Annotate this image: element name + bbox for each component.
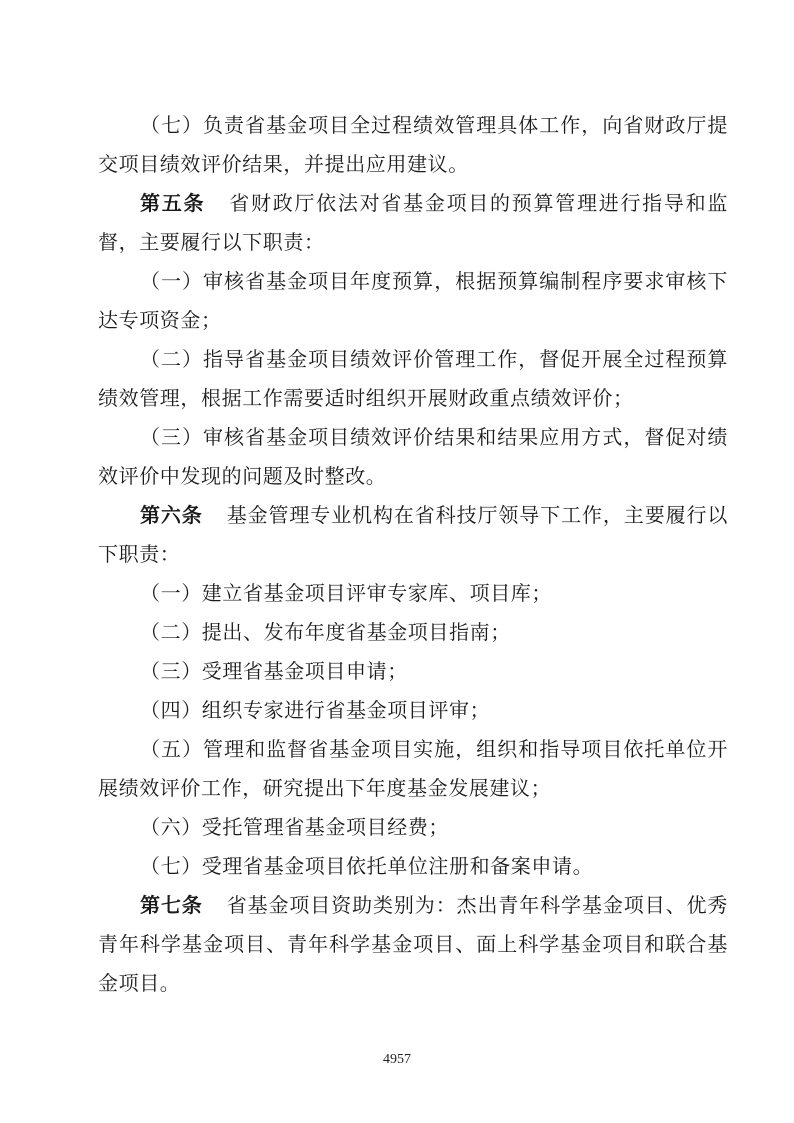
article-label: 第六条 — [140, 503, 203, 527]
article-5-item-3 — [98, 418, 728, 496]
article-label: 第七条 — [140, 893, 203, 917]
paragraph-text: （一）建立省基金项目评审专家库、项目库； — [140, 581, 552, 605]
paragraph-text: （七）负责省基金项目全过程绩效管理具体工作，向省财政厅提交项目绩效评价结果，并提出应用建议。 — [98, 113, 728, 176]
article-5-item-2 — [98, 340, 728, 418]
paragraph-text: （三）受理省基金项目申请； — [140, 659, 408, 683]
article-5-item-1 — [98, 262, 728, 340]
article-6-item-2 — [98, 613, 728, 652]
paragraph-text: （三）审核省基金项目绩效评价结果和结果应用方式，督促对绩效评价中发现的问题及时整改。 — [98, 425, 728, 488]
article-label: 第五条 — [140, 191, 206, 215]
article-6-item-7 — [98, 847, 728, 886]
paragraph-text: 省财政厅依法对省基金项目的预算管理进行指导和监督，主要履行以下职责： — [98, 191, 728, 254]
page-number: 4957 — [383, 1052, 411, 1067]
paragraph-text: 基金管理专业机构在省科技厅领导下工作，主要履行以下职责： — [98, 503, 728, 566]
article-6 — [98, 496, 728, 574]
paragraph-text: 省基金项目资助类别为：杰出青年科学基金项目、优秀青年科学基金项目、青年科学基金项目、面上科学基金项目和联合基金项目。 — [98, 893, 728, 995]
article-6-item-3 — [98, 652, 728, 691]
paragraph-1 — [98, 106, 728, 184]
document-body — [98, 106, 728, 1003]
paragraph-text: （一）审核省基金项目年度预算，根据预算编制程序要求审核下达专项资金； — [98, 269, 728, 332]
paragraph-text: （四）组织专家进行省基金项目评审； — [140, 698, 491, 722]
paragraph-text: （二）提出、发布年度省基金项目指南； — [140, 620, 511, 644]
article-6-item-6 — [98, 808, 728, 847]
paragraph-text: （六）受托管理省基金项目经费； — [140, 815, 449, 839]
article-6-item-1 — [98, 574, 728, 613]
article-6-item-4 — [98, 691, 728, 730]
article-7 — [98, 886, 728, 1003]
paragraph-text: （五）管理和监督省基金项目实施，组织和指导项目依托单位开展绩效评价工作，研究提出下年度基金发展建议； — [98, 737, 728, 800]
paragraph-text: （七）受理省基金项目依托单位注册和备案申请。 — [140, 854, 594, 878]
article-5 — [98, 184, 728, 262]
article-6-item-5 — [98, 730, 728, 808]
paragraph-text: （二）指导省基金项目绩效评价管理工作，督促开展全过程预算绩效管理，根据工作需要适时组织开展财政重点绩效评价； — [98, 347, 728, 410]
